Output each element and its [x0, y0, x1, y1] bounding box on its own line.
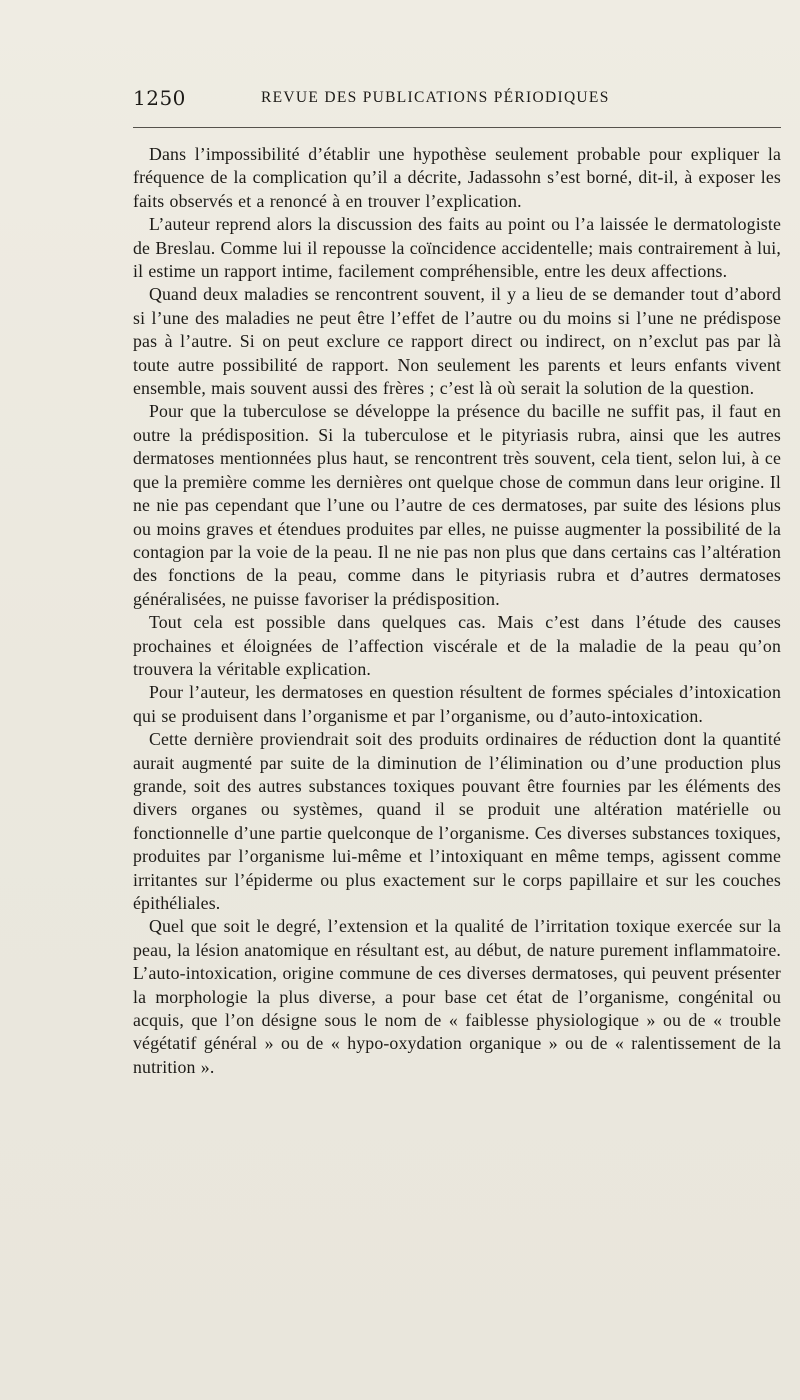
paragraph: Quand deux maladies se rencontrent souvent, il y a lieu de se demander tout d’abord si l’une des maladies ne peut être l’effet de l’autre ou du moins si l’une ne prédispose pas à l’autre. Si on peut exclure ce rapport direct ou indirect, on n’exclut pas par là toute autre possibilité de rapport. Non seulement les parents et leurs enfants vivent ensemble, mais souvent aussi des frères ; c’est là où serait la solution de la question. [133, 284, 781, 399]
paragraph: L’auteur reprend alors la discussion des faits au point ou l’a laissée le dermatologiste de Breslau. Comme lui il repousse la coïncidence accidentelle; mais contrairement à lui, il estime un rapport intime, facilement compréhensible, entre les deux affections. [133, 214, 781, 282]
running-title: REVUE DES PUBLICATIONS PÉRIODIQUES [261, 89, 610, 106]
paragraph: Dans l’impossibilité d’établir une hypothèse seulement probable pour expliquer la fréquence de la complication qu’il a décrite, Jadassohn s’est borné, dit-il, à exposer les faits observés et a renoncé à en trouver l’explication. [133, 144, 781, 211]
page-number: 1250 [133, 86, 186, 110]
paragraph: Pour que la tuberculose se développe la présence du bacille ne suffit pas, il faut en outre la prédisposition. Si la tuberculose et le pityriasis rubra, ainsi que les autres dermatoses mentionnées plus haut, se rencontrent très souvent, cela tient, selon lui, à ce que la première comme les dernières ont quelque chose de commun dans leur origine. Il ne nie pas cependant que l’une ou l’autre de ces dermatoses, par suite des lésions plus ou moins graves et étendues produites par elles, ne puisse augmenter la possibilité de la contagion par la voie de la peau. Il ne nie pas non plus que dans certains cas l’altération des fonctions de la peau, comme dans le pityriasis rubra et d’autres dermatoses généralisées, ne puisse favoriser la prédisposition. [133, 401, 781, 609]
header-rule [133, 127, 781, 128]
paragraph: Pour l’auteur, les dermatoses en question résultent de formes spéciales d’intoxication qui se produisent dans l’organisme et par l’organisme, ou d’auto-intoxication. [133, 682, 781, 726]
paragraph: Tout cela est possible dans quelques cas. Mais c’est dans l’étude des causes prochaines et éloignées de l’affection viscérale et de la maladie de la peau qu’on trouvera la véritable explication. [133, 612, 781, 679]
paragraph: Cette dernière proviendrait soit des produits ordinaires de réduction dont la quantité aurait augmenté par suite de la diminution de l’élimination ou d’une production plus grande, soit des autres substances toxiques pouvant être fournies par les éléments des divers organes ou systèmes, quand il se produit une altération matérielle ou fonctionnelle d’une partie quelconque de l’organisme. Ces diverses substances toxiques, produites par l’organisme lui-même et l’intoxiquant en même temps, agissent comme irritantes sur l’épiderme ou plus exactement sur le corps papillaire et sur les couches épithéliales. [133, 729, 781, 913]
article-body [133, 143, 781, 1079]
page-header [133, 86, 733, 116]
paragraph: Quel que soit le degré, l’extension et la qualité de l’irritation toxique exercée sur la peau, la lésion anatomique en résultant est, au début, de nature purement inflammatoire. L’auto-intoxication, origine commune de ces diverses dermatoses, qui peuvent présenter la morphologie la plus diverse, a pour base cet état de l’organisme, congénital ou acquis, que l’on désigne sous le nom de « faiblesse physiologique » ou de « trouble végétatif général » ou de « hypo-oxydation organique » ou de « ralentissement de la nutrition ». [133, 916, 781, 1077]
